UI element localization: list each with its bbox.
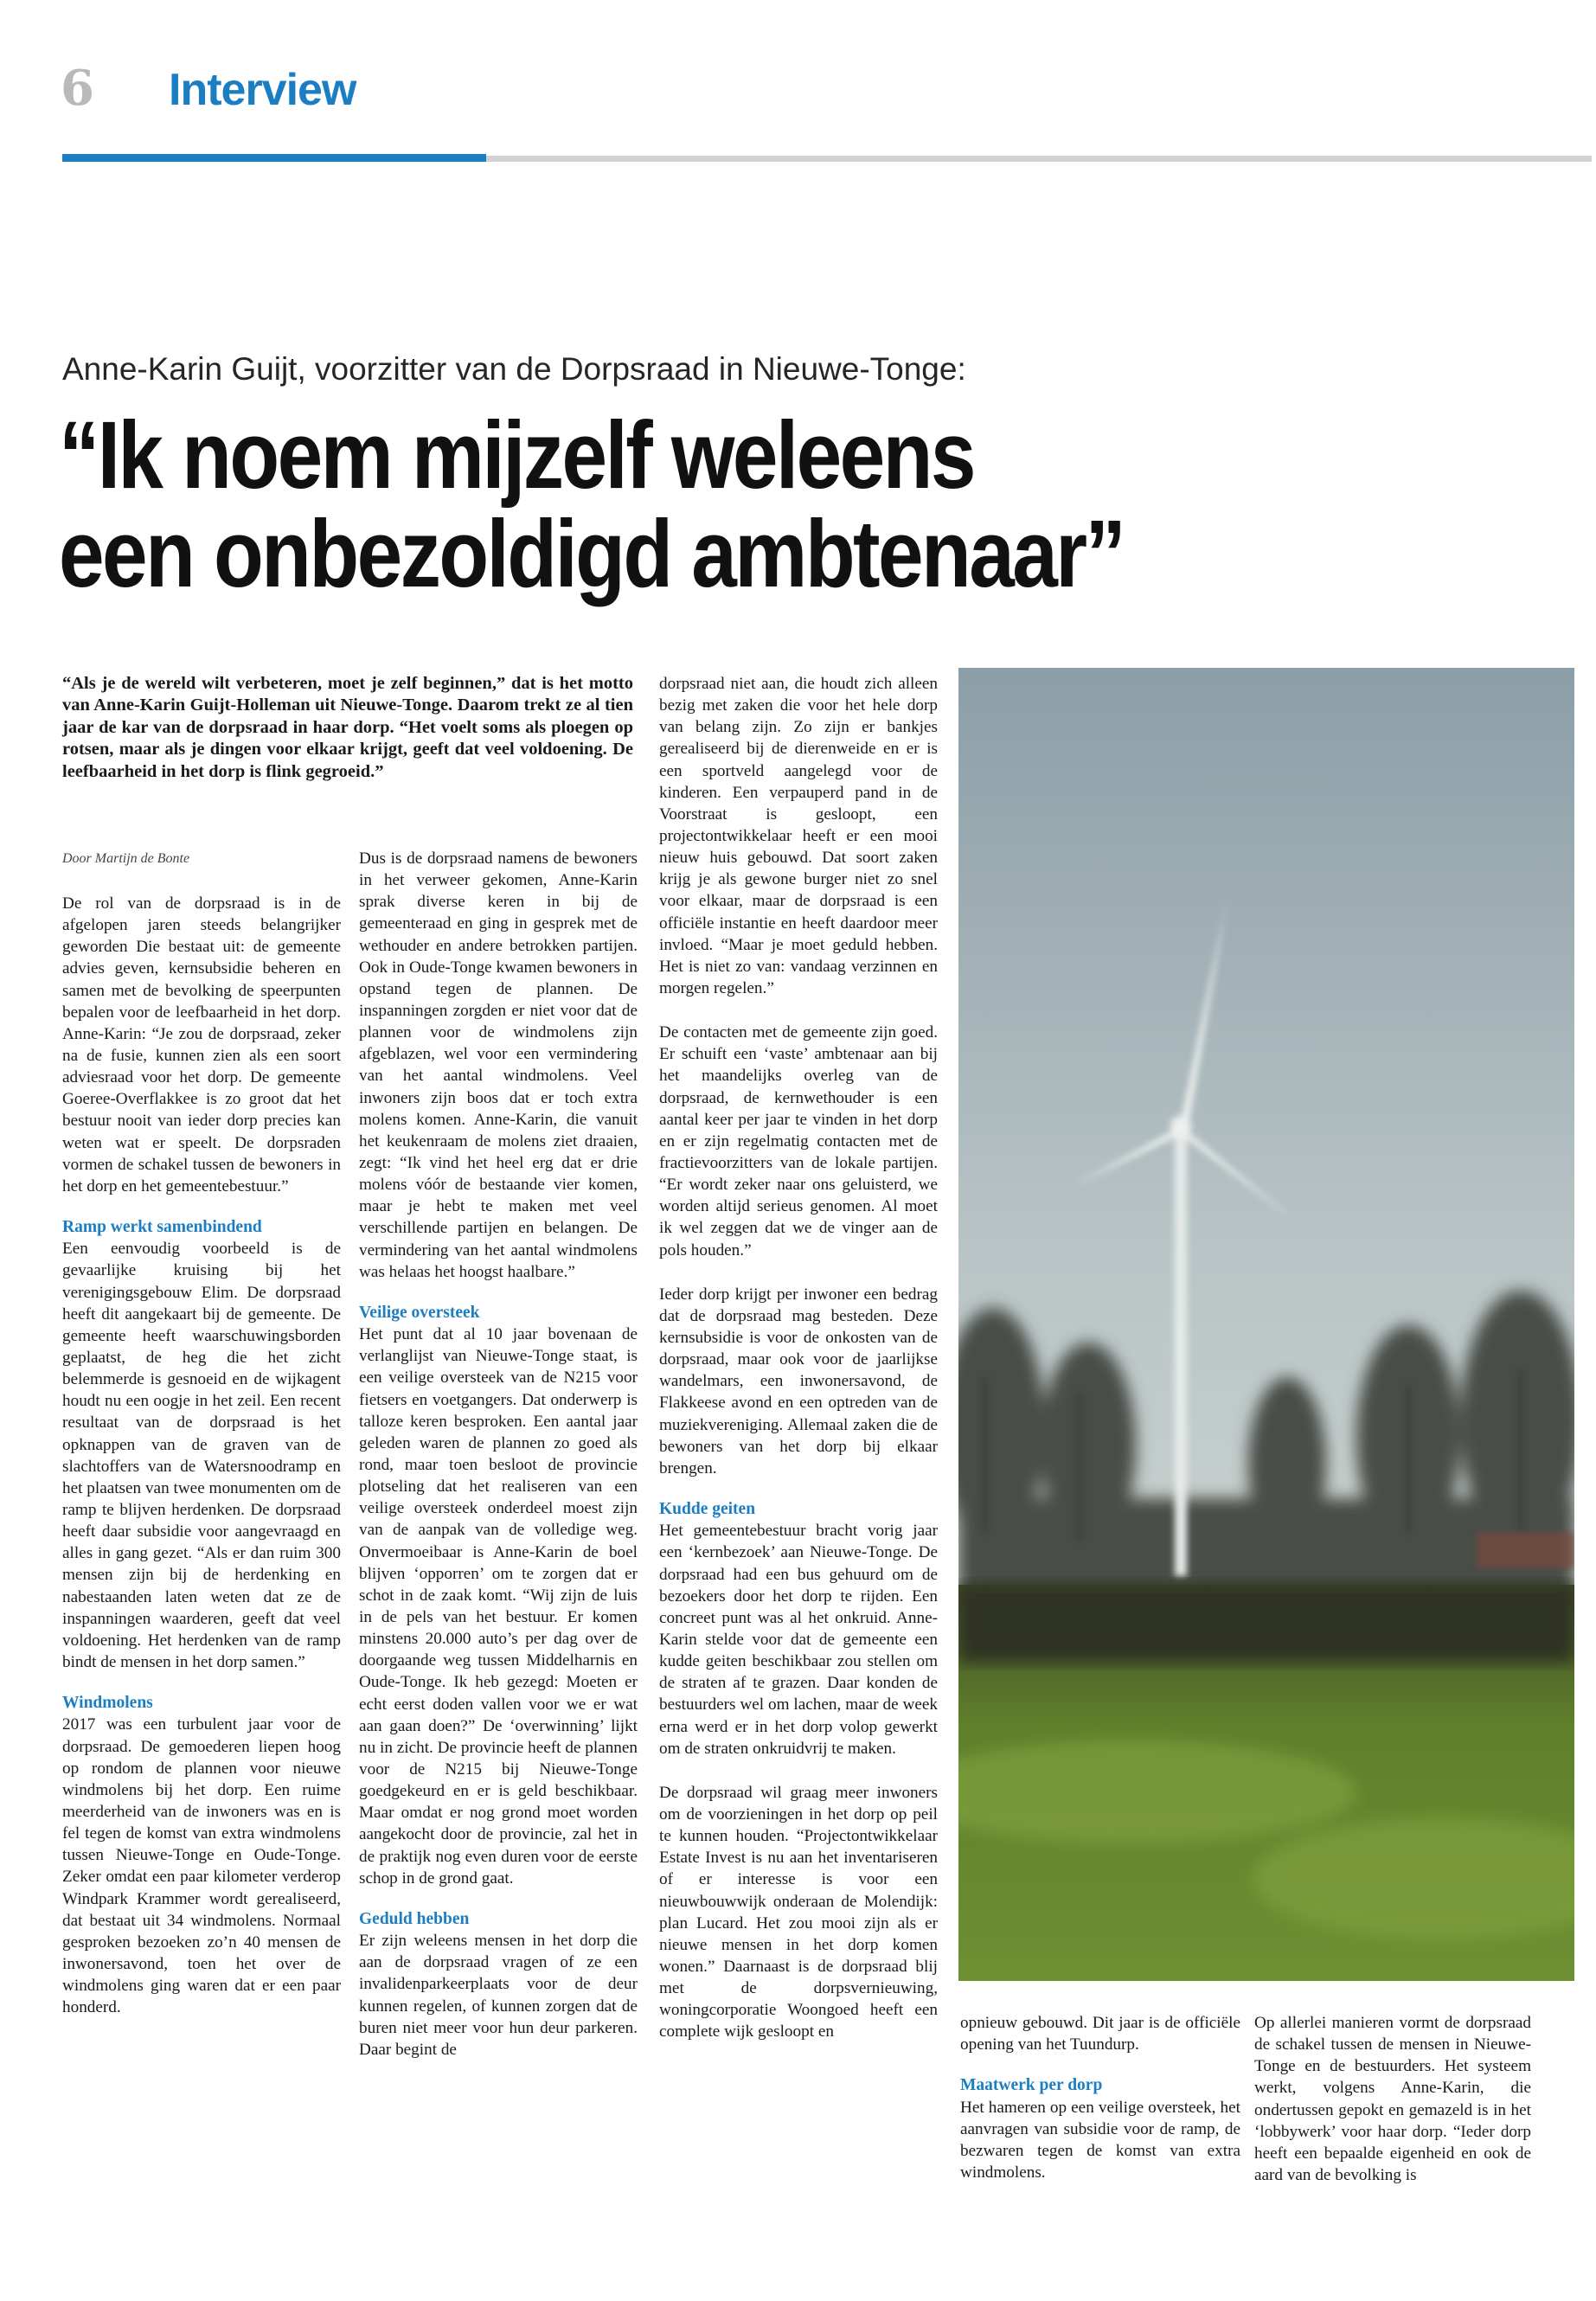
kicker: Anne-Karin Guijt, voorzitter van de Dorpsraad in Nieuwe-Tonge: — [62, 351, 966, 387]
intro-paragraph: “Als je de wereld wilt verbeteren, moet je zelf beginnen,” dat is het motto van Anne-Karin Guijt-Holleman uit Nieuwe-Tonge. Daarom trekt ze al tien jaar de kar van de dorpsraad in haar dorp. “Het voelt soms als ploegen op rotsen, maar als je dingen voor elkaar krijgt, geeft dat veel voldoening. De leefbaarheid in het dorp is flink gegroeid.” — [62, 674, 633, 781]
article-column-1 — [62, 893, 341, 2018]
header-rule — [486, 156, 1592, 162]
paragraph: De contacten met de gemeente zijn goed. Er schuift een ‘vaste’ ambtenaar aan bij het maandelijks overleg van de dorpsraad, de kernwethouder is een aantal keer per jaar te vinden in het dorp en er zijn regelmatig contacten met de fractievoorzitters van de lokale partijen. “Er wordt zeker naar ons geluisterd, we worden altijd serieus genomen. Al moet ik wel zeggen dat we de vinger aan de pols houden.” — [659, 1023, 938, 1259]
photo-wind-turbine — [958, 668, 1574, 1981]
article-column-4 — [960, 2012, 1240, 2183]
paragraph: Ieder dorp krijgt per inwoner een bedrag dat de dorpsraad mag besteden. Deze kernsubsidie is voor de onkosten van de dorpsraad, maar ook voor de jaarlijkse wandelmars, een inwonersavond, de Flakkeese avond en een optreden van de muziekvereniging. Allemaal zaken die de bewoners van het dorp bij elkaar brengen. — [659, 1285, 938, 1477]
headline — [59, 402, 1324, 608]
paragraph: De rol van de dorpsraad is in de afgelopen jaren steeds belangrijker geworden Die bestaat uit: de gemeente advies geven, kernsubsidie beheren en samen met de bevolking de speerpunten bepalen voor de leefbaarheid in het dorp. Anne-Karin: “Je zou de dorpsraad, zeker na de fusie, kunnen zien als een soort adviesraad voor het dorp. De gemeente Goeree-Overflakkee is zo groot dat het bestuur nooit van ieder dorp precies kan weten wat er speelt. De dorpsraden vormen de schakel tussen de bewoners in het dorp en het gemeentebestuur.” — [62, 894, 341, 1195]
subheading: Ramp werkt samenbindend — [62, 1217, 262, 1236]
headline-line-1: “Ik noem mijzelf weleens — [59, 402, 974, 509]
subheading: Windmolens — [62, 1694, 153, 1713]
paragraph: Dus is de dorpsraad namens de bewoners in het verweer gekomen, Anne-Karin sprak diverse keren in bij de gemeenteraad en ging in gesprek met de wethouder en andere betrokken partijen. Ook in Oude-Tonge kwamen bewoners in opstand tegen de plannen. De inspanningen zorgden er niet voor dat de plannen voor de windmolens zijn afgeblazen, wel voor een vermindering van het aantal windmolens. Veel inwoners zijn boos dat er toch extra molens komen. Anne-Karin, die vanuit het keukenraam de molens ziet draaien, zegt: “Ik vind het heel erg dat er drie molens vóór de bestaande vier komen, maar je hebt te maken met veel verschillende partijen en belangen. De vermindering van het aantal windmolens was helaas het hoogst haalbare.” — [359, 849, 638, 1281]
paragraph: opnieuw gebouwd. Dit jaar is de officiële opening van het Tuundurp. — [960, 2014, 1240, 2054]
paragraph: Het punt dat al 10 jaar bovenaan de verlanglijst van Nieuwe-Tonge staat, is een veilige oversteek van de N215 voor fietsers en voetgangers. Dat onderwerp is talloze keren besproken. Een aantal jaar geleden waren de plannen zo goed als rond, maar toen besloot de provincie plotseling dat het realiseren van een veilige oversteek onderdeel moest zijn van de aanpak van de volledige weg. Onvermoeibaar is Anne-Karin de boel blijven ‘opporren’ om te zorgen dat er schot in de zaak komt. “Wij zijn de luis in de pels van het bestuur. Er komen minstens 20.000 auto’s per dag over de doorgaande weg tussen Middelharnis en Oude-Tonge. Ik heb gezegd: Moeten er echt eerst doden vallen voor we er wat aan gaan doen?” De ‘overwinning’ lijkt nu in zicht. De provincie heeft de plannen voor de N215 bij Nieuwe-Tonge goedgekeurd en er is geld beschikbaar. Maar omdat er nog grond moet worden aangekocht door de provincie, zal het in de praktijk nog even duren voor de eerste schop in de grond gaat. — [359, 1325, 638, 1888]
page-number: 6 — [61, 60, 94, 117]
paragraph: Op allerlei manieren vormt de dorpsraad de schakel tussen de mensen in Nieuwe-Tonge en de bestuurders. Het systeem werkt, volgens Anne-Karin, die ondertussen gepokt en gemazeld is in het ‘lobbywerk’ voor haar dorp. “Ieder dorp heeft een bepaalde eigenheid en ook de aard van de bevolking is — [1254, 2014, 1531, 2184]
subheading: Kudde geiten — [659, 1499, 756, 1518]
byline: Door Martijn de Bonte — [62, 851, 190, 866]
subheading: Maatwerk per dorp — [960, 2076, 1103, 2095]
article-column-3 — [659, 673, 938, 2043]
paragraph: 2017 was een turbulent jaar voor de dorpsraad. De gemoederen liepen hoog op rondom de plannen voor nieuwe windmolens bij het dorp. Een ruime meerderheid van de inwoners was en is fel tegen de komst van extra windmolens tussen Nieuwe-Tonge en Oude-Tonge. Zeker omdat een paar kilometer verderop Windpark Krammer wordt gerealiseerd, dat bestaat uit 34 windmolens. Normaal gesproken bezoeken zo’n 40 mensen de inwonersavond, toen het over de windmolens ging waren dat er een paar honderd. — [62, 1715, 341, 2017]
header-rule-accent — [62, 154, 486, 162]
subheading: Geduld hebben — [359, 1909, 470, 1928]
article-column-2 — [359, 848, 638, 2061]
wind-turbine-field-icon — [958, 668, 1574, 1981]
paragraph: Het hameren op een veilige oversteek, het aanvragen van subsidie voor de ramp, de bezwaren tegen de komst van extra windmolens. — [960, 2098, 1240, 2182]
paragraph: Er zijn weleens mensen in het dorp die aan de dorpsraad vragen of ze een invalidenparkeerplaats voor de deur kunnen regelen, of kunnen zorgen dat de buren niet meer voor hun deur parkeren. Daar begint de — [359, 1932, 638, 2059]
paragraph: Een eenvoudig voorbeeld is de gevaarlijke kruising bij het verenigingsgebouw Elim. De dorpsraad heeft dit aangekaart bij de gemeente. De gemeente heeft waarschuwingsborden geplaatst, de heg die het zicht belemmerde is gesnoeid en de wijkagent houdt nu een oogje in het zeil. Een recent resultaat van de dorpsraad is het opknappen van de graven van de slachtoffers van de Watersnoodramp en het plaatsen van twee monumenten om de ramp te blijven herdenken. De dorpsraad heeft daar subsidie voor aangevraagd en alles in gang gezet. “Als er dan ruim 300 mensen zijn bij de herdenking en nabestaanden laten weten dat ze de inspanningen waarderen, geeft dat veel voldoening. Het herdenken van de ramp bindt de mensen in het dorp samen.” — [62, 1240, 341, 1671]
paragraph: De dorpsraad wil graag meer inwoners om de voorzieningen in het dorp op peil te kunnen houden. “Projectontwikkelaar Estate Invest is nu aan het inventariseren of er interesse is voor een nieuwbouwwijk onderaan de Molendijk: plan Lucard. Het zou mooi zijn als er nieuwe mensen in het dorp komen wonen.” Daarnaast is de dorpsraad blij met de dorpsvernieuwing, woningcorporatie Woongoed heeft een complete wijk gesloopt en — [659, 1783, 938, 2041]
headline-line-2: een onbezoldigd ambtenaar” — [59, 501, 1125, 608]
subheading: Veilige oversteek — [359, 1303, 480, 1322]
paragraph: dorpsraad niet aan, die houdt zich alleen bezig met zaken die voor het hele dorp van belang zijn. Zo zijn er bankjes gerealiseerd bij de dierenweide en er is een sportveld aangelegd voor de kinderen. Een verpauperd pand in de Voorstraat is gesloopt, een projectontwikkelaar heeft er een mooi nieuw huis gebouwd. Dat soort zaken krijg je als gewone burger niet zo snel voor elkaar, maar de dorpsraad is een officiële instantie en heeft daardoor meer invloed. “Maar je moet geduld hebben. Het is niet zo van: vandaag verzinnen en morgen regelen.” — [659, 675, 938, 997]
article-column-5 — [1254, 2012, 1531, 2186]
paragraph: Het gemeentebestuur bracht vorig jaar een ‘kernbezoek’ aan Nieuwe-Tonge. De dorpsraad had een bus gehuurd om de bezoekers door het dorp te rijden. Een concreet punt was al het onkruid. Anne-Karin stelde voor dat de gemeente een kudde geiten beschikbaar zou stellen om de straten af te grazen. Daar konden de bestuurders wel om lachen, maar de week erna werd er in het dorp volop gewerkt om de straten onkruidvrij te maken. — [659, 1522, 938, 1758]
section-title: Interview — [169, 65, 356, 115]
